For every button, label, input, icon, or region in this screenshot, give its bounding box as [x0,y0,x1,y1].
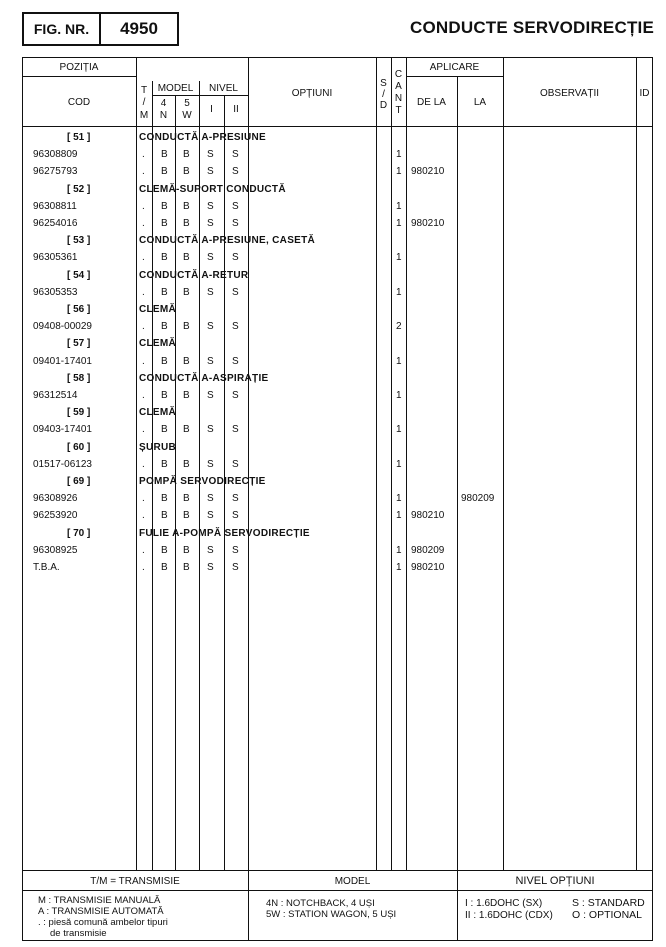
legend-nivel-title: NIVEL OPȚIUNI [515,875,595,887]
model-5w-cell: B [183,321,190,333]
header-nivel-1: I [210,104,213,115]
header-sd-d: D [379,100,388,111]
cant-cell: 2 [396,321,402,333]
model-5w-cell: B [183,544,190,556]
header-cant-a: A [395,81,402,92]
nivel-2-cell: S [232,458,239,470]
legend-tm-auto: A : TRANSMISIE AUTOMATĂ [38,906,164,917]
header-la: LA [473,97,487,108]
group-code: [ 70 ] [67,527,91,539]
model-4n-cell: B [161,200,168,212]
model-4n-cell: B [161,510,168,522]
model-5w-cell: B [183,200,190,212]
nivel-2-cell: S [232,510,239,522]
model-5w-cell: B [183,562,190,573]
group-title: CLEMĂ [139,304,177,315]
model-5w-cell: B [183,218,190,229]
model-5w-cell: B [183,286,190,298]
part-row [0,507,666,524]
la-cell: 980209 [461,493,495,505]
nivel-2-cell: S [232,218,239,229]
model-4n-cell: B [161,544,168,556]
group-row [0,404,666,421]
group-title: POMPĂ SERVODIRECȚIE [139,476,266,487]
part-code: 96253920 [33,510,78,522]
part-row [0,542,666,559]
group-code: [ 57 ] [67,338,91,350]
model-5w-cell: B [183,252,190,264]
model-4n-cell: B [161,218,168,229]
part-row [0,353,666,370]
part-code: 96312514 [33,390,78,401]
nivel-2-cell: S [232,200,239,212]
group-row [0,267,666,284]
de-la-cell: 980209 [411,544,445,556]
de-la-cell: 980210 [411,166,445,178]
nivel-1-cell: S [207,166,214,178]
header-cant-c: C [394,69,403,80]
part-code: T.B.A. [33,562,60,573]
part-code: 96305353 [33,286,78,298]
legend-tm-common-2: de transmisie [50,928,107,939]
part-row [0,215,666,232]
part-code: 96308811 [33,200,77,212]
header-aplicare: APLICARE [429,62,480,73]
part-row [0,284,666,301]
header-line [152,95,248,96]
model-4n-cell: B [161,355,168,367]
model-5w-cell: B [183,390,190,401]
part-row [0,198,666,215]
nivel-1-cell: S [207,493,214,505]
part-code: 96305361 [33,252,78,264]
de-la-cell: 980210 [411,218,445,229]
part-row [0,146,666,163]
cant-cell: 1 [396,544,402,556]
legend-model-4n: 4N : NOTCHBACK, 4 UȘI [266,898,375,909]
model-5w-cell: B [183,493,190,505]
model-4n-cell: B [161,390,168,401]
header-id: ID [639,88,650,99]
model-4n-cell: B [161,286,168,298]
tm-cell: . [142,286,145,298]
tm-cell: . [142,510,145,522]
header-tm-m: M [139,110,149,121]
nivel-1-cell: S [207,510,214,522]
part-row [0,559,666,576]
part-code: 96308925 [33,544,78,556]
group-title: CONDUCTĂ A-ASPIRAȚIE [139,372,269,384]
figure-number: 4950 [120,19,158,38]
group-title: CLEMĂ [139,407,177,419]
group-code: [ 56 ] [67,304,91,315]
nivel-1-cell: S [207,355,214,367]
group-title: CONDUCTĂ A-RETUR [139,269,249,281]
header-pozitia: POZIȚIA [59,62,99,73]
group-title: CLEMĂ-SUPORT CONDUCTĂ [139,183,286,195]
header-tm-slash: / [142,97,146,108]
model-4n-cell: B [161,458,168,470]
legend-standard: S : STANDARD [572,897,645,909]
cant-cell: 1 [396,424,402,436]
nivel-1-cell: S [207,321,214,333]
header-nivel-2: II [233,104,239,115]
header-sd-s: S [380,78,387,89]
legend-nivel-1: I : 1.6DOHC (SX) [465,898,543,909]
legend-model-title: MODEL [334,876,371,887]
tm-cell: . [142,218,145,229]
legend-tm-title: T/M = TRANSMISIE [90,876,180,887]
group-code: [ 53 ] [67,235,91,247]
group-row [0,232,666,249]
page-title: CONDUCTE SERVODIRECȚIE [409,18,654,37]
legend-optional: O : OPTIONAL [572,909,643,921]
cant-cell: 1 [396,218,402,229]
model-4n-cell: B [161,424,168,436]
group-code: [ 69 ] [67,476,91,487]
part-row [0,421,666,438]
nivel-1-cell: S [207,252,214,264]
part-code: 96308809 [33,149,78,161]
nivel-1-cell: S [207,562,214,573]
tm-cell: . [142,390,145,401]
nivel-1-cell: S [207,149,214,161]
tm-cell: . [142,544,145,556]
header-optiuni: OPȚIUNI [291,88,333,99]
group-code: [ 59 ] [67,407,91,419]
model-5w-cell: B [183,424,190,436]
header-cod: COD [67,97,91,108]
part-row [0,387,666,404]
tm-cell: . [142,149,145,161]
legend-tm-manual: M : TRANSMISIE MANUALĂ [38,895,161,906]
header-tm-t: T [140,85,148,96]
header-model-4: 4 [160,98,167,109]
part-row [0,318,666,335]
figure-number-box [22,12,179,46]
tm-cell: . [142,355,145,367]
cant-cell: 1 [396,493,402,505]
group-title: FULIE A-POMPĂ SERVODIRECȚIE [139,527,310,539]
header-line [406,76,503,77]
group-title: CONDUCTĂ A-PRESIUNE [139,132,266,143]
nivel-1-cell: S [207,390,214,401]
group-row [0,525,666,542]
header-cant-t: T [395,105,402,116]
cant-cell: 1 [396,458,402,470]
header-cant-n: N [394,93,403,104]
de-la-cell: 980210 [411,510,445,522]
nivel-1-cell: S [207,424,214,436]
group-code: [ 51 ] [67,132,91,143]
de-la-cell: 980210 [411,562,445,573]
group-row [0,473,666,490]
header-model-n: N [159,110,168,121]
cant-cell: 1 [396,390,402,401]
cant-cell: 1 [396,286,402,298]
part-code: 09401-17401 [33,355,92,367]
group-code: [ 60 ] [67,441,91,453]
cant-cell: 1 [396,562,402,573]
model-4n-cell: B [161,321,168,333]
tm-cell: . [142,493,145,505]
group-row [0,370,666,387]
part-code: 96275793 [33,166,78,178]
header-model: MODEL [157,83,194,94]
group-title: ȘURUB [139,441,177,453]
figure-label: FIG. NR. [24,14,101,44]
nivel-2-cell: S [232,562,239,573]
tm-cell: . [142,424,145,436]
nivel-2-cell: S [232,149,239,161]
legend-model-5w: 5W : STATION WAGON, 5 UȘI [266,909,397,920]
nivel-2-cell: S [232,355,239,367]
legend-nivel-2: II : 1.6DOHC (CDX) [465,910,553,921]
nivel-2-cell: S [232,493,239,505]
tm-cell: . [142,458,145,470]
part-row [0,456,666,473]
group-row [0,335,666,352]
model-5w-cell: B [183,510,190,522]
cant-cell: 1 [396,149,402,161]
tm-cell: . [142,562,145,573]
tm-cell: . [142,166,145,178]
part-row [0,490,666,507]
part-code: 96308926 [33,493,78,505]
nivel-2-cell: S [232,424,239,436]
header-sd-slash: / [382,89,385,100]
nivel-2-cell: S [232,286,239,298]
group-row [0,181,666,198]
legend-tm-common: . : piesă comună ambelor tipuri [38,917,168,928]
nivel-2-cell: S [232,390,239,401]
nivel-2-cell: S [232,321,239,333]
nivel-1-cell: S [207,286,214,298]
model-5w-cell: B [183,458,190,470]
tm-cell: . [142,252,145,264]
model-4n-cell: B [161,252,168,264]
nivel-1-cell: S [207,544,214,556]
nivel-1-cell: S [207,200,214,212]
group-code: [ 54 ] [67,269,91,281]
model-5w-cell: B [183,355,190,367]
header-line [22,76,136,77]
group-title: CONDUCTĂ A-PRESIUNE, CASETĂ [139,235,316,247]
group-code: [ 58 ] [67,372,91,384]
group-row [0,439,666,456]
nivel-1-cell: S [207,458,214,470]
model-4n-cell: B [161,562,168,573]
tm-cell: . [142,321,145,333]
header-observatii: OBSERVAȚII [539,88,600,99]
part-code: 96254016 [33,218,78,229]
part-code: 09403-17401 [33,424,92,436]
cant-cell: 1 [396,166,402,178]
nivel-2-cell: S [232,166,239,178]
group-row [0,301,666,318]
header-bottom-line [22,126,653,127]
group-title: CLEMĂ [139,338,177,350]
part-row [0,249,666,266]
model-4n-cell: B [161,166,168,178]
header-model-5: 5 [184,98,190,109]
part-code: 09408-00029 [33,321,92,333]
nivel-1-cell: S [207,218,214,229]
model-4n-cell: B [161,149,168,161]
part-code: 01517-06123 [33,458,92,470]
group-code: [ 52 ] [67,183,91,195]
header-de-la: DE LA [417,97,446,108]
cant-cell: 1 [396,200,402,212]
nivel-2-cell: S [232,252,239,264]
cant-cell: 1 [396,510,402,522]
legend-header-line [22,890,653,891]
group-row [0,129,666,146]
cant-cell: 1 [396,252,402,264]
header-nivel: NIVEL [209,83,238,94]
model-5w-cell: B [183,149,190,161]
nivel-2-cell: S [232,544,239,556]
model-5w-cell: B [183,166,190,178]
header-model-w: W [182,110,192,121]
legend-top-line [22,870,653,871]
cant-cell: 1 [396,355,402,367]
model-4n-cell: B [161,493,168,505]
part-row [0,163,666,180]
tm-cell: . [142,200,145,212]
